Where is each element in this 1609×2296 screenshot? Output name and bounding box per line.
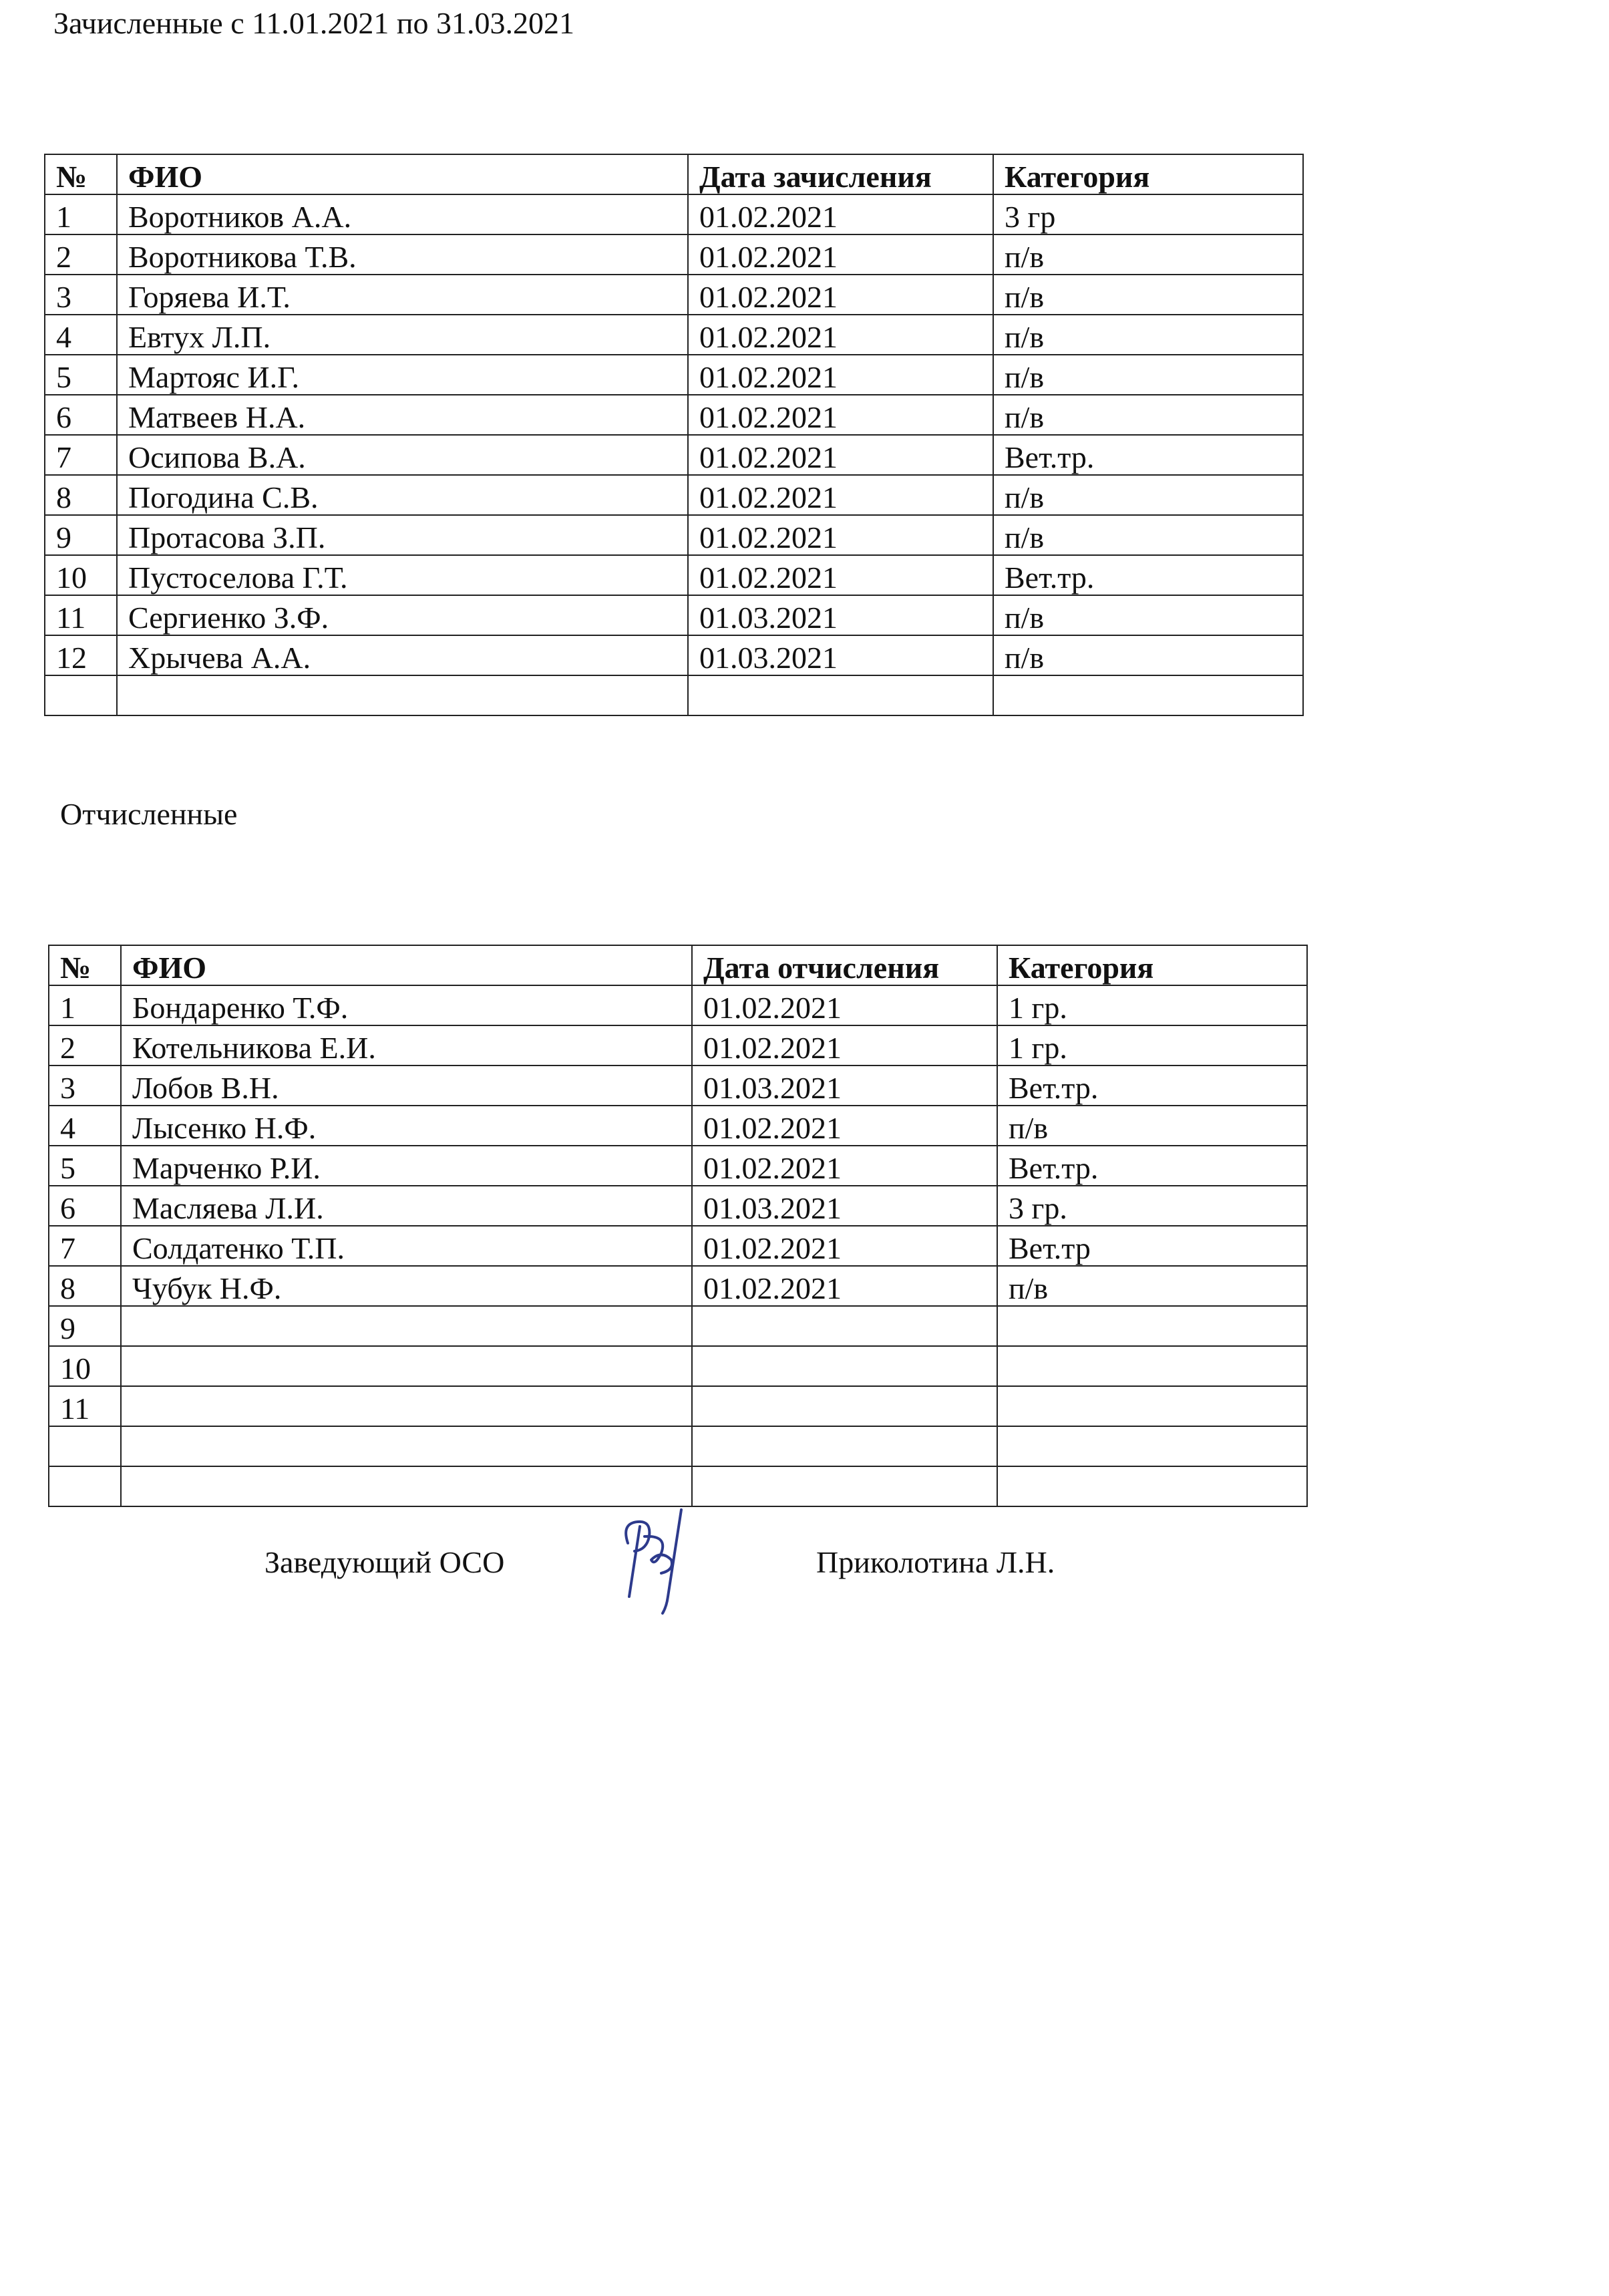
cell-name [121, 1306, 692, 1346]
table-row [49, 1306, 1307, 1346]
cell-name: Осипова В.А. [117, 435, 688, 475]
table-row [49, 1065, 1307, 1106]
cell-number: 1 [49, 985, 121, 1025]
header-date: Дата отчисления [692, 945, 997, 985]
cell-name: Воротникова Т.В. [117, 234, 688, 275]
cell-category: п/в [993, 515, 1303, 555]
cell-date: 01.02.2021 [692, 1226, 997, 1266]
cell-number [49, 1426, 121, 1466]
cell-number: 2 [45, 234, 117, 275]
cell-date: 01.02.2021 [688, 234, 993, 275]
cell-date [692, 1426, 997, 1466]
table-row [45, 275, 1303, 315]
cell-category: п/в [993, 275, 1303, 315]
cell-category [997, 1386, 1307, 1426]
table-row [45, 515, 1303, 555]
cell-number: 7 [49, 1226, 121, 1266]
cell-number: 4 [45, 315, 117, 355]
cell-category: 1 гр. [997, 985, 1307, 1025]
cell-number: 9 [49, 1306, 121, 1346]
cell-category [997, 1426, 1307, 1466]
table-row [49, 1266, 1307, 1306]
header-category: Категория [997, 945, 1307, 985]
cell-number: 5 [49, 1146, 121, 1186]
cell-number: 2 [49, 1025, 121, 1065]
expelled-table-body [49, 985, 1307, 1506]
table-header-row [45, 154, 1303, 194]
cell-name: Солдатенко Т.П. [121, 1226, 692, 1266]
cell-category: п/в [997, 1106, 1307, 1146]
cell-date [692, 1346, 997, 1386]
cell-number: 1 [45, 194, 117, 234]
cell-name: Сергиенко З.Ф. [117, 595, 688, 635]
cell-date: 01.03.2021 [692, 1065, 997, 1106]
cell-date: 01.02.2021 [688, 355, 993, 395]
cell-date: 01.03.2021 [688, 635, 993, 675]
enrolled-table [44, 154, 1304, 716]
cell-date: 01.02.2021 [688, 435, 993, 475]
cell-name [117, 675, 688, 715]
header-date: Дата зачисления [688, 154, 993, 194]
cell-number: 6 [45, 395, 117, 435]
cell-category: Вет.тр. [997, 1065, 1307, 1106]
handwritten-signature [588, 1496, 721, 1630]
cell-number: 3 [45, 275, 117, 315]
cell-category: Вет.тр. [993, 555, 1303, 595]
header-name: ФИО [117, 154, 688, 194]
table-row [45, 234, 1303, 275]
cell-date: 01.02.2021 [688, 275, 993, 315]
cell-number: 8 [45, 475, 117, 515]
cell-name: Чубук Н.Ф. [121, 1266, 692, 1306]
header-name: ФИО [121, 945, 692, 985]
cell-category: п/в [993, 475, 1303, 515]
cell-date: 01.03.2021 [688, 595, 993, 635]
cell-date: 01.02.2021 [688, 515, 993, 555]
signatory-position: Заведующий ОСО [264, 1545, 505, 1579]
table-row [49, 1386, 1307, 1426]
cell-date [692, 1466, 997, 1506]
cell-date [688, 675, 993, 715]
cell-number: 7 [45, 435, 117, 475]
cell-number: 10 [45, 555, 117, 595]
table-row [45, 355, 1303, 395]
cell-name [121, 1386, 692, 1426]
cell-name: Протасова З.П. [117, 515, 688, 555]
table-row [49, 1146, 1307, 1186]
cell-name: Горяева И.Т. [117, 275, 688, 315]
cell-category: Вет.тр. [993, 435, 1303, 475]
table-row [49, 1426, 1307, 1466]
cell-name: Масляева Л.И. [121, 1186, 692, 1226]
cell-name: Бондаренко Т.Ф. [121, 985, 692, 1025]
cell-number: 6 [49, 1186, 121, 1226]
table-row [45, 635, 1303, 675]
cell-category: 3 гр [993, 194, 1303, 234]
table-row [45, 475, 1303, 515]
cell-category: 3 гр. [997, 1186, 1307, 1226]
cell-date: 01.03.2021 [692, 1186, 997, 1226]
cell-category: п/в [993, 635, 1303, 675]
table-row [49, 1106, 1307, 1146]
table-row [49, 1025, 1307, 1065]
table-row [45, 595, 1303, 635]
cell-number [45, 675, 117, 715]
cell-number: 4 [49, 1106, 121, 1146]
cell-name: Хрычева А.А. [117, 635, 688, 675]
cell-category: п/в [997, 1266, 1307, 1306]
table-header-row [49, 945, 1307, 985]
cell-name: Пустоселова Г.Т. [117, 555, 688, 595]
cell-category: п/в [993, 234, 1303, 275]
cell-name: Евтух Л.П. [117, 315, 688, 355]
table-row [45, 675, 1303, 715]
cell-category [993, 675, 1303, 715]
table-row [45, 194, 1303, 234]
table-row [45, 435, 1303, 475]
table-row [45, 315, 1303, 355]
cell-date: 01.02.2021 [688, 475, 993, 515]
cell-name: Марченко Р.И. [121, 1146, 692, 1186]
table-row [49, 1186, 1307, 1226]
signatory-name: Приколотина Л.Н. [816, 1545, 1055, 1579]
cell-category: Вет.тр. [997, 1146, 1307, 1186]
cell-name [121, 1426, 692, 1466]
table-row [45, 395, 1303, 435]
cell-date: 01.02.2021 [692, 1146, 997, 1186]
cell-date: 01.02.2021 [692, 1106, 997, 1146]
cell-number: 11 [49, 1386, 121, 1426]
cell-name: Лысенко Н.Ф. [121, 1106, 692, 1146]
header-number: № [45, 154, 117, 194]
cell-number: 8 [49, 1266, 121, 1306]
cell-category: 1 гр. [997, 1025, 1307, 1065]
cell-category: п/в [993, 315, 1303, 355]
cell-category: п/в [993, 395, 1303, 435]
cell-date: 01.02.2021 [688, 555, 993, 595]
expelled-table [48, 945, 1308, 1507]
cell-category [997, 1306, 1307, 1346]
cell-name: Воротников А.А. [117, 194, 688, 234]
expelled-title: Отчисленные [60, 797, 238, 831]
header-number: № [49, 945, 121, 985]
cell-date: 01.02.2021 [688, 395, 993, 435]
cell-date: 01.02.2021 [692, 1025, 997, 1065]
table-row [45, 555, 1303, 595]
cell-name: Погодина С.В. [117, 475, 688, 515]
cell-name [121, 1346, 692, 1386]
enrolled-title: Зачисленные с 11.01.2021 по 31.03.2021 [53, 6, 575, 40]
cell-number: 12 [45, 635, 117, 675]
cell-category [997, 1466, 1307, 1506]
table-row [49, 1226, 1307, 1266]
table-row [49, 1346, 1307, 1386]
cell-number [49, 1466, 121, 1506]
cell-category [997, 1346, 1307, 1386]
cell-number: 11 [45, 595, 117, 635]
cell-date [692, 1306, 997, 1346]
header-category: Категория [993, 154, 1303, 194]
cell-category: п/в [993, 355, 1303, 395]
cell-name: Лобов В.Н. [121, 1065, 692, 1106]
cell-number: 10 [49, 1346, 121, 1386]
cell-date: 01.02.2021 [692, 1266, 997, 1306]
table-row [49, 985, 1307, 1025]
enrolled-table-body [45, 194, 1303, 715]
cell-number: 9 [45, 515, 117, 555]
cell-number: 5 [45, 355, 117, 395]
cell-date: 01.02.2021 [688, 194, 993, 234]
cell-category: п/в [993, 595, 1303, 635]
cell-name: Матвеев Н.А. [117, 395, 688, 435]
cell-number: 3 [49, 1065, 121, 1106]
cell-date: 01.02.2021 [692, 985, 997, 1025]
cell-date: 01.02.2021 [688, 315, 993, 355]
cell-date [692, 1386, 997, 1426]
cell-category: Вет.тр [997, 1226, 1307, 1266]
cell-name: Котельникова Е.И. [121, 1025, 692, 1065]
cell-name: Мартояс И.Г. [117, 355, 688, 395]
